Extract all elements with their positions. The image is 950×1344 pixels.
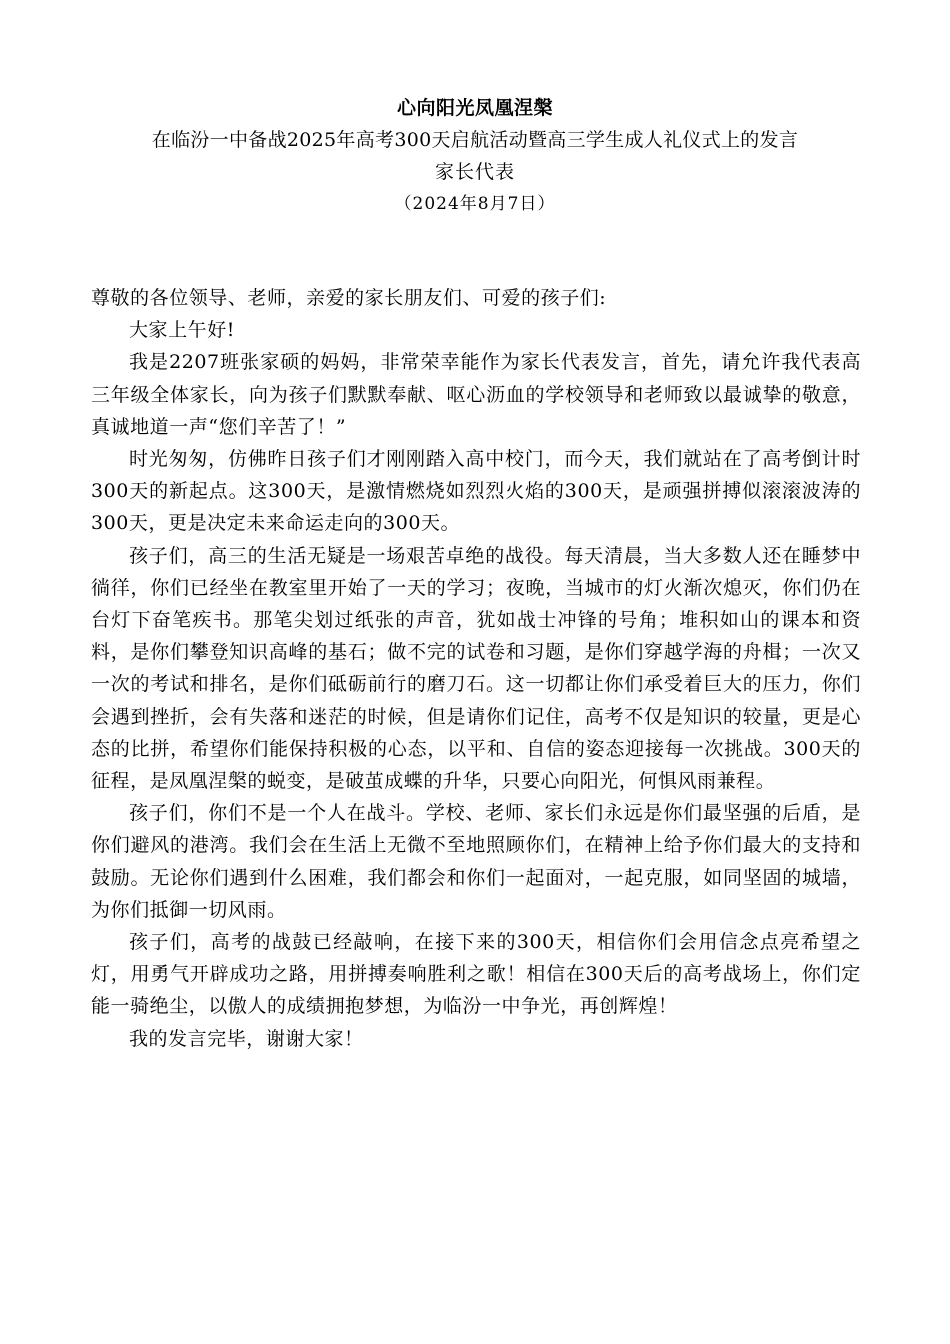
speech-date: （2024年8月7日）	[394, 194, 556, 214]
paragraph-encouragement: 孩子们，高考的战鼓已经敲响，在接下来的300天，相信你们会用信念点亮希望之灯，用勇气开辟成功之路，用拼搏奏响胜利之歌！相信在300天后的高考战场上，你们定能一骑绝尘，以傲人的成绩拥抱梦想，为临汾一中争光，再创辉煌！	[91, 931, 861, 1018]
paragraph-support: 孩子们，你们不是一个人在战斗。学校、老师、家长们永远是你们最坚强的后盾，是你们避风的港湾。我们会在生活上无微不至地照顾你们，在精神上给予你们最大的支持和鼓励。无论你们遇到什么困难，我们都会和你们一起面对，一起克服，如同坚固的城墙，为你们抵御一切风雨。	[91, 802, 861, 921]
paragraph-greeting: 大家上午好!	[129, 319, 235, 342]
paragraph-senior-year-battle: 孩子们，高三的生活无疑是一场艰苦卓绝的战役。每天清晨，当大多数人还在睡梦中徜徉，你们已经坐在教室里开始了一天的学习；夜晚，当城市的灯火渐次熄灭，你们仍在台灯下奋笔疾书。那笔尖划过纸张的声音，犹如战士冲锋的号角；堆积如山的课本和资料，是你们攀登知识高峰的基石；做不完的试卷和习题，是你们穿越学海的舟楫；一次又一次的考试和排名，是你们砥砺前行的磨刀石。这一切都让你们承受着巨大的压力，你们会遇到挫折，会有失落和迷茫的时候，但是请你们记住，高考不仅是知识的较量，更是心态的比拼，希望你们能保持积极的心态，以平和、自信的姿态迎接每一次挑战。300天的征程，是凤凰涅槃的蜕变，是破茧成蝶的升华，只要心向阳光，何惧风雨兼程。	[91, 544, 861, 793]
document-subtitle: 在临汾一中备战2025年高考300天启航活动暨高三学生成人礼仪式上的发言	[151, 129, 799, 151]
document-title: 心向阳光凤凰涅槃	[396, 97, 553, 119]
paragraph-closing: 我的发言完毕，谢谢大家！	[129, 1027, 364, 1050]
paragraph-300-days: 时光匆匆，仿佛昨日孩子们才刚刚踏入高中校门，而今天，我们就站在了高考倒计时300天的新起点。这300天，是激情燃烧如烈烈火焰的300天，是顽强拼搏似滚滚波涛的300天，更是决定未来命运走向的300天。	[91, 448, 861, 535]
salutation: 尊敬的各位领导、老师，亲爱的家长朋友们、可爱的孩子们:	[91, 287, 607, 309]
speaker-label: 家长代表	[434, 161, 515, 183]
document-header	[0, 92, 950, 220]
paragraph-introduction: 我是2207班张家硕的妈妈，非常荣幸能作为家长代表发言，首先，请允许我代表高三年级全体家长，向为孩子们默默奉献、呕心沥血的学校领导和老师致以最诚挚的敬意，真诚地道一声“您们辛苦了！”	[91, 351, 861, 438]
speech-body	[91, 282, 861, 1055]
